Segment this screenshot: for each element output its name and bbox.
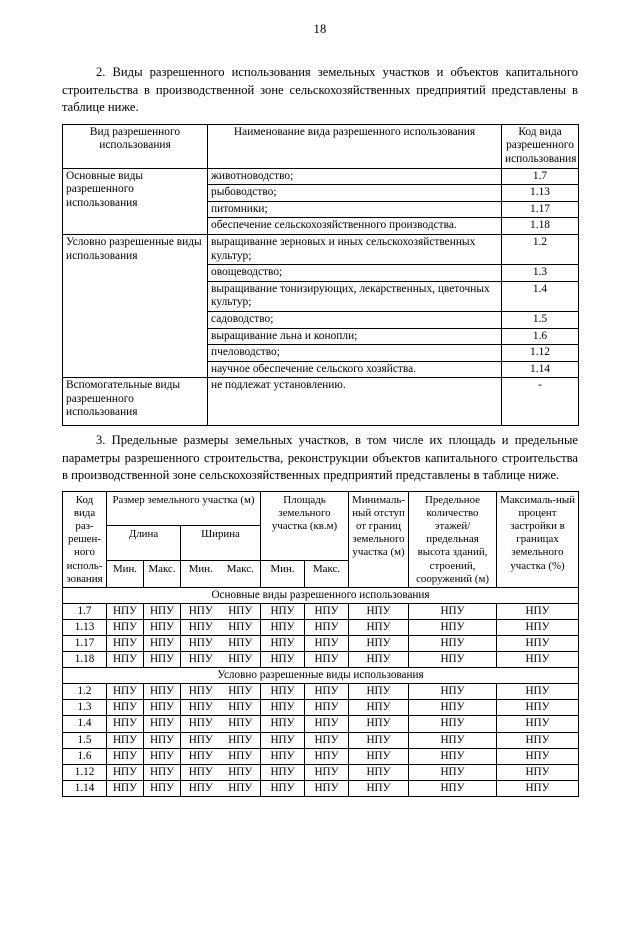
table2-setback: НПУ (349, 619, 409, 635)
table2-setback: НПУ (349, 700, 409, 716)
table1-use-name: животноводство; (208, 168, 502, 185)
table-row (63, 780, 579, 796)
table2-length-max: НПУ (144, 716, 181, 732)
table2-floors: НПУ (409, 684, 497, 700)
table2-width-max: НПУ (221, 636, 261, 652)
table2-code: 1.7 (63, 603, 107, 619)
table2-header-floors: Предельное количество этажей/ предельная высота зданий, строений, сооружений (м) (409, 492, 497, 588)
table1-use-code: - (502, 378, 579, 426)
table2-area-min: НПУ (261, 636, 305, 652)
table1-use-code: 1.6 (502, 328, 579, 345)
table2-width-max: НПУ (221, 684, 261, 700)
table2-header-length: Длина (107, 526, 181, 560)
table2-coverage: НПУ (497, 732, 579, 748)
table2-length-min: НПУ (107, 764, 144, 780)
table2-length-min: НПУ (107, 636, 144, 652)
table2-area-min: НПУ (261, 748, 305, 764)
table-row (63, 732, 579, 748)
table2-width-min: НПУ (181, 603, 221, 619)
table2-length-max: НПУ (144, 780, 181, 796)
table2-area-min: НПУ (261, 780, 305, 796)
table1-use-name: выращивание льна и конопли; (208, 328, 502, 345)
table1-use-code: 1.14 (502, 361, 579, 378)
table2-area-min: НПУ (261, 732, 305, 748)
table2-length-min: НПУ (107, 684, 144, 700)
table1-use-name: питомники; (208, 201, 502, 218)
table2-area-max: НПУ (305, 732, 349, 748)
table-row (63, 764, 579, 780)
table2-length-min: НПУ (107, 603, 144, 619)
table2-setback: НПУ (349, 716, 409, 732)
table1-use-code: 1.2 (502, 234, 579, 264)
table2-length-min: НПУ (107, 716, 144, 732)
table1-group-label: Вспомогательные виды разрешенного использования (63, 378, 208, 426)
table2-length-min: НПУ (107, 748, 144, 764)
table2-width-min: НПУ (181, 764, 221, 780)
table2-area-min: НПУ (261, 700, 305, 716)
table2-floors: НПУ (409, 764, 497, 780)
table2-area-max: НПУ (305, 780, 349, 796)
table-row (63, 716, 579, 732)
table2-header-setback: Минималь-ный отступ от границ земельного участка (м) (349, 492, 409, 588)
table2-code: 1.18 (63, 652, 107, 668)
table1-use-code: 1.7 (502, 168, 579, 185)
table1-use-code: 1.5 (502, 311, 579, 328)
table2-length-max: НПУ (144, 700, 181, 716)
table1-group-label: Основные виды разрешенного использования (63, 168, 208, 234)
table2-coverage: НПУ (497, 700, 579, 716)
table2-floors: НПУ (409, 603, 497, 619)
table2-header-area-min: Мин. (261, 560, 305, 587)
table2-area-max: НПУ (305, 652, 349, 668)
table2-area-max: НПУ (305, 603, 349, 619)
table2-area-max: НПУ (305, 684, 349, 700)
table1-header-type: Вид разрешенного использования (63, 124, 208, 168)
table2-floors: НПУ (409, 748, 497, 764)
table1-use-name: рыбоводство; (208, 185, 502, 202)
table2-area-min: НПУ (261, 764, 305, 780)
table2-setback: НПУ (349, 684, 409, 700)
table2-area-max: НПУ (305, 748, 349, 764)
table2-area-min: НПУ (261, 603, 305, 619)
table2-coverage: НПУ (497, 603, 579, 619)
table-row (63, 684, 579, 700)
table2-coverage: НПУ (497, 716, 579, 732)
table2-width-max: НПУ (221, 700, 261, 716)
table2-area-max: НПУ (305, 764, 349, 780)
table2-coverage: НПУ (497, 748, 579, 764)
table-row (63, 652, 579, 668)
table2-width-max: НПУ (221, 652, 261, 668)
table2-code: 1.14 (63, 780, 107, 796)
table2-body (63, 587, 579, 796)
table2-floors: НПУ (409, 700, 497, 716)
table2-area-min: НПУ (261, 684, 305, 700)
table2-length-max: НПУ (144, 619, 181, 635)
table2-length-max: НПУ (144, 764, 181, 780)
limit-parameters-table (62, 491, 579, 797)
table2-section-row (63, 668, 579, 684)
table2-width-max: НПУ (221, 716, 261, 732)
table1-use-name: не подлежат установлению. (208, 378, 502, 426)
table2-area-max: НПУ (305, 619, 349, 635)
table2-header-code: Код вида раз-решен-ного исполь-зования (63, 492, 107, 588)
table2-code: 1.3 (63, 700, 107, 716)
table1-use-name: пчеловодство; (208, 345, 502, 362)
table2-length-min: НПУ (107, 652, 144, 668)
table2-code: 1.5 (63, 732, 107, 748)
table2-length-max: НПУ (144, 636, 181, 652)
table2-width-min: НПУ (181, 700, 221, 716)
table2-setback: НПУ (349, 764, 409, 780)
table1-use-code: 1.13 (502, 185, 579, 202)
document-page (0, 22, 640, 927)
table2-width-min: НПУ (181, 619, 221, 635)
table2-width-min: НПУ (181, 636, 221, 652)
table1-use-name: садоводство; (208, 311, 502, 328)
table2-area-max: НПУ (305, 716, 349, 732)
paragraph-3: 3. Предельные размеры земельных участков, в том числе их площадь и предельные параметры разрешенного строительства, реконструкции объектов капитального строительства в производственной зоне сельскохозяйственных предприятий представлены в таблице ниже. (62, 433, 578, 483)
table2-width-max: НПУ (221, 732, 261, 748)
table2-header-size: Размер земельного участка (м) (107, 492, 261, 526)
table1-use-code: 1.12 (502, 345, 579, 362)
table2-setback: НПУ (349, 780, 409, 796)
table2-length-min: НПУ (107, 700, 144, 716)
table2-floors: НПУ (409, 636, 497, 652)
table2-setback: НПУ (349, 603, 409, 619)
table2-width-min: НПУ (181, 732, 221, 748)
table1-body (63, 168, 579, 426)
table2-header-width-min: Мин. (181, 560, 221, 587)
table2-length-min: НПУ (107, 619, 144, 635)
table2-header-length-max: Макс. (144, 560, 181, 587)
table-row (63, 168, 579, 185)
table2-coverage: НПУ (497, 684, 579, 700)
table2-coverage: НПУ (497, 780, 579, 796)
table2-area-min: НПУ (261, 652, 305, 668)
table-row (63, 700, 579, 716)
table2-floors: НПУ (409, 716, 497, 732)
table1-use-code: 1.18 (502, 218, 579, 235)
table1-use-name: овощеводство; (208, 265, 502, 282)
table2-coverage: НПУ (497, 636, 579, 652)
table2-width-max: НПУ (221, 780, 261, 796)
table2-header-coverage: Максималь-ный процент застройки в границах земельного участка (%) (497, 492, 579, 588)
table2-width-max: НПУ (221, 764, 261, 780)
table2-header-row-1 (63, 492, 579, 526)
table2-code: 1.6 (63, 748, 107, 764)
permitted-use-table (62, 124, 579, 427)
table2-width-min: НПУ (181, 716, 221, 732)
table-row (63, 636, 579, 652)
table1-use-name: научное обеспечение сельского хозяйства. (208, 361, 502, 378)
table-row (63, 378, 579, 426)
table1-use-name: обеспечение сельскохозяйственного производства. (208, 218, 502, 235)
table2-width-min: НПУ (181, 780, 221, 796)
table2-floors: НПУ (409, 732, 497, 748)
table1-header-name: Наименование вида разрешенного использования (208, 124, 502, 168)
table2-width-min: НПУ (181, 652, 221, 668)
table2-header-area-max: Макс. (305, 560, 349, 587)
table2-setback: НПУ (349, 748, 409, 764)
table2-width-min: НПУ (181, 748, 221, 764)
table2-coverage: НПУ (497, 764, 579, 780)
table1-use-name: выращивание зерновых и иных сельскохозяйственных культур; (208, 234, 502, 264)
table1-header-row (63, 124, 579, 168)
table2-code: 1.2 (63, 684, 107, 700)
table1-use-code: 1.17 (502, 201, 579, 218)
table2-floors: НПУ (409, 619, 497, 635)
table1-header-code: Код вида разрешенного использования (502, 124, 579, 168)
table2-area-min: НПУ (261, 619, 305, 635)
table2-width-max: НПУ (221, 603, 261, 619)
table1-use-name: выращивание тонизирующих, лекарственных, цветочных культур; (208, 281, 502, 311)
table2-code: 1.17 (63, 636, 107, 652)
table2-length-max: НПУ (144, 748, 181, 764)
table2-code: 1.12 (63, 764, 107, 780)
table2-length-max: НПУ (144, 732, 181, 748)
table-row (63, 234, 579, 264)
table2-width-max: НПУ (221, 619, 261, 635)
table2-coverage: НПУ (497, 619, 579, 635)
table2-area-max: НПУ (305, 700, 349, 716)
table2-section-label: Основные виды разрешенного использования (63, 587, 579, 603)
table2-setback: НПУ (349, 636, 409, 652)
table2-area-max: НПУ (305, 636, 349, 652)
table2-length-min: НПУ (107, 732, 144, 748)
table2-setback: НПУ (349, 732, 409, 748)
table2-header-width-max: Макс. (221, 560, 261, 587)
table2-section-row (63, 587, 579, 603)
table2-width-max: НПУ (221, 748, 261, 764)
table-row (63, 603, 579, 619)
table-row (63, 619, 579, 635)
paragraph-2: 2. Виды разрешенного использования земельных участков и объектов капитального строительства в производственной зоне сельскохозяйственных предприятий представлены в таблице ниже. (62, 65, 578, 115)
table2-area-min: НПУ (261, 716, 305, 732)
table2-coverage: НПУ (497, 652, 579, 668)
table1-use-code: 1.4 (502, 281, 579, 311)
page-number: 18 (313, 22, 327, 36)
table2-section-label: Условно разрешенные виды использования (63, 668, 579, 684)
table2-code: 1.13 (63, 619, 107, 635)
table2-setback: НПУ (349, 652, 409, 668)
table-row (63, 748, 579, 764)
table1-group-label: Условно разрешенные виды использования (63, 234, 208, 377)
table2-code: 1.4 (63, 716, 107, 732)
table2-floors: НПУ (409, 652, 497, 668)
table2-width-min: НПУ (181, 684, 221, 700)
table2-length-min: НПУ (107, 780, 144, 796)
table2-header-area: Площадь земельного участка (кв.м) (261, 492, 349, 561)
table2-header-length-min: Мин. (107, 560, 144, 587)
table2-length-max: НПУ (144, 652, 181, 668)
table2-length-max: НПУ (144, 684, 181, 700)
table1-use-code: 1.3 (502, 265, 579, 282)
table2-header-width: Ширина (181, 526, 261, 560)
table2-floors: НПУ (409, 780, 497, 796)
table2-length-max: НПУ (144, 603, 181, 619)
